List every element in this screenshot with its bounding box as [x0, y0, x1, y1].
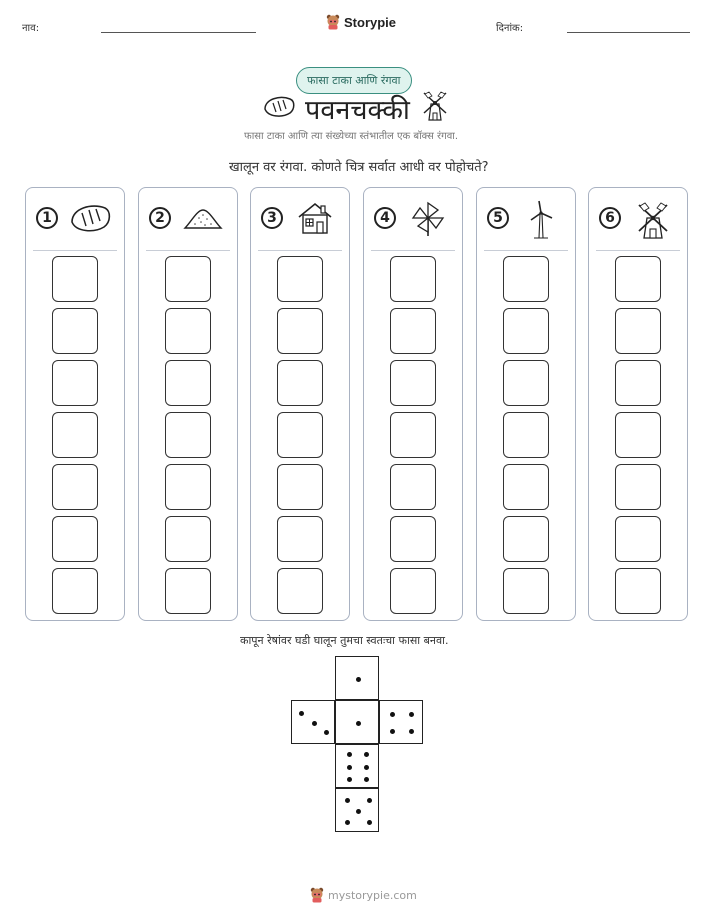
footer-url[interactable]: mystorypie.com: [328, 888, 417, 902]
color-box[interactable]: [503, 256, 549, 302]
color-box[interactable]: [390, 568, 436, 614]
dice-pip: [390, 729, 395, 734]
column-6: [588, 187, 688, 621]
color-box[interactable]: [615, 568, 661, 614]
color-box[interactable]: [52, 256, 98, 302]
color-box[interactable]: [390, 464, 436, 510]
dice-pip: [409, 712, 414, 717]
dice-face-6: [335, 744, 379, 788]
color-box[interactable]: [615, 360, 661, 406]
bread-icon: [262, 93, 296, 119]
dice-pip: [364, 777, 369, 782]
column-divider: [33, 250, 117, 251]
color-box[interactable]: [503, 464, 549, 510]
date-line[interactable]: [567, 32, 690, 33]
dice-pip: [356, 809, 361, 814]
column-number: 6: [599, 207, 621, 229]
color-box[interactable]: [52, 568, 98, 614]
color-box[interactable]: [615, 412, 661, 458]
color-box[interactable]: [165, 308, 211, 354]
color-box[interactable]: [277, 256, 323, 302]
dice-pip: [347, 752, 352, 757]
color-box[interactable]: [52, 516, 98, 562]
bread-icon: [68, 200, 114, 240]
color-box[interactable]: [503, 360, 549, 406]
color-box[interactable]: [503, 516, 549, 562]
color-box[interactable]: [503, 412, 549, 458]
page-subtitle: फासा टाका आणि त्या संख्येच्या स्तंभातील एक बॉक्स रंगवा.: [244, 131, 459, 142]
column-2: [138, 187, 238, 621]
dice-face-5: [335, 788, 379, 832]
color-box[interactable]: [390, 256, 436, 302]
dice-pip: [356, 721, 361, 726]
dice-pip: [409, 729, 414, 734]
name-line[interactable]: [101, 32, 256, 33]
color-box[interactable]: [165, 516, 211, 562]
column-1: [25, 187, 125, 621]
dice-pip: [347, 777, 352, 782]
pinwheel-icon: [406, 200, 452, 240]
color-box[interactable]: [165, 568, 211, 614]
flour-pile-icon: [181, 200, 227, 240]
color-box[interactable]: [277, 568, 323, 614]
column-divider: [146, 250, 230, 251]
dice-face-3: [291, 700, 335, 744]
dice-pip: [345, 798, 350, 803]
dice-pip: [345, 820, 350, 825]
column-number: 5: [487, 207, 509, 229]
dice-pip: [356, 677, 361, 682]
dice-pip: [367, 798, 372, 803]
color-box[interactable]: [277, 412, 323, 458]
color-box[interactable]: [503, 308, 549, 354]
color-box[interactable]: [52, 308, 98, 354]
column-3: [250, 187, 350, 621]
column-divider: [371, 250, 455, 251]
column-number: 1: [36, 207, 58, 229]
dice-face-1: [335, 700, 379, 744]
activity-badge: फासा टाका आणि रंगवा: [296, 67, 412, 94]
color-box[interactable]: [165, 256, 211, 302]
dice-pip: [364, 765, 369, 770]
color-box[interactable]: [52, 464, 98, 510]
footer: [310, 887, 417, 903]
house-icon: [293, 200, 339, 240]
color-box[interactable]: [277, 360, 323, 406]
color-box[interactable]: [615, 308, 661, 354]
color-box[interactable]: [615, 516, 661, 562]
column-number: 2: [149, 207, 171, 229]
color-box[interactable]: [165, 360, 211, 406]
name-label: नाव:: [22, 23, 40, 34]
dice-pip: [312, 721, 317, 726]
dice-pip: [390, 712, 395, 717]
windmill-icon: [422, 90, 448, 122]
page-title: पवनचक्की: [305, 95, 410, 126]
color-box[interactable]: [503, 568, 549, 614]
dice-pip: [364, 752, 369, 757]
color-box[interactable]: [165, 412, 211, 458]
dice-face-4: [379, 700, 423, 744]
wind-turbine-icon: [519, 200, 565, 240]
date-label: दिनांक:: [496, 23, 524, 34]
column-number: 3: [261, 207, 283, 229]
dice-face-1: [335, 656, 379, 700]
color-box[interactable]: [165, 464, 211, 510]
color-box[interactable]: [390, 516, 436, 562]
color-box[interactable]: [390, 412, 436, 458]
windmill-icon: [631, 200, 677, 240]
color-box[interactable]: [52, 360, 98, 406]
color-box[interactable]: [390, 360, 436, 406]
column-5: [476, 187, 576, 621]
dice-pip: [367, 820, 372, 825]
storypie-mascot-icon: [310, 887, 324, 903]
column-divider: [258, 250, 342, 251]
dice-pip: [299, 711, 304, 716]
color-box[interactable]: [52, 412, 98, 458]
column-divider: [484, 250, 568, 251]
color-box[interactable]: [390, 308, 436, 354]
column-4: [363, 187, 463, 621]
dice-pip: [347, 765, 352, 770]
column-divider: [596, 250, 680, 251]
brand-logo: [326, 14, 396, 30]
storypie-mascot-icon: [326, 14, 340, 30]
cut-instruction: कापून रेषांवर घडी घालून तुमचा स्वतःचा फासा बनवा.: [240, 634, 449, 647]
color-box[interactable]: [615, 256, 661, 302]
color-box[interactable]: [277, 308, 323, 354]
question-text: खालून वर रंगवा. कोणते चित्र सर्वात आधी वर पोहोचते?: [229, 160, 489, 175]
color-box[interactable]: [277, 516, 323, 562]
brand-name: Storypie: [344, 14, 397, 30]
color-box[interactable]: [615, 464, 661, 510]
dice-pip: [324, 730, 329, 735]
column-number: 4: [374, 207, 396, 229]
color-box[interactable]: [277, 464, 323, 510]
